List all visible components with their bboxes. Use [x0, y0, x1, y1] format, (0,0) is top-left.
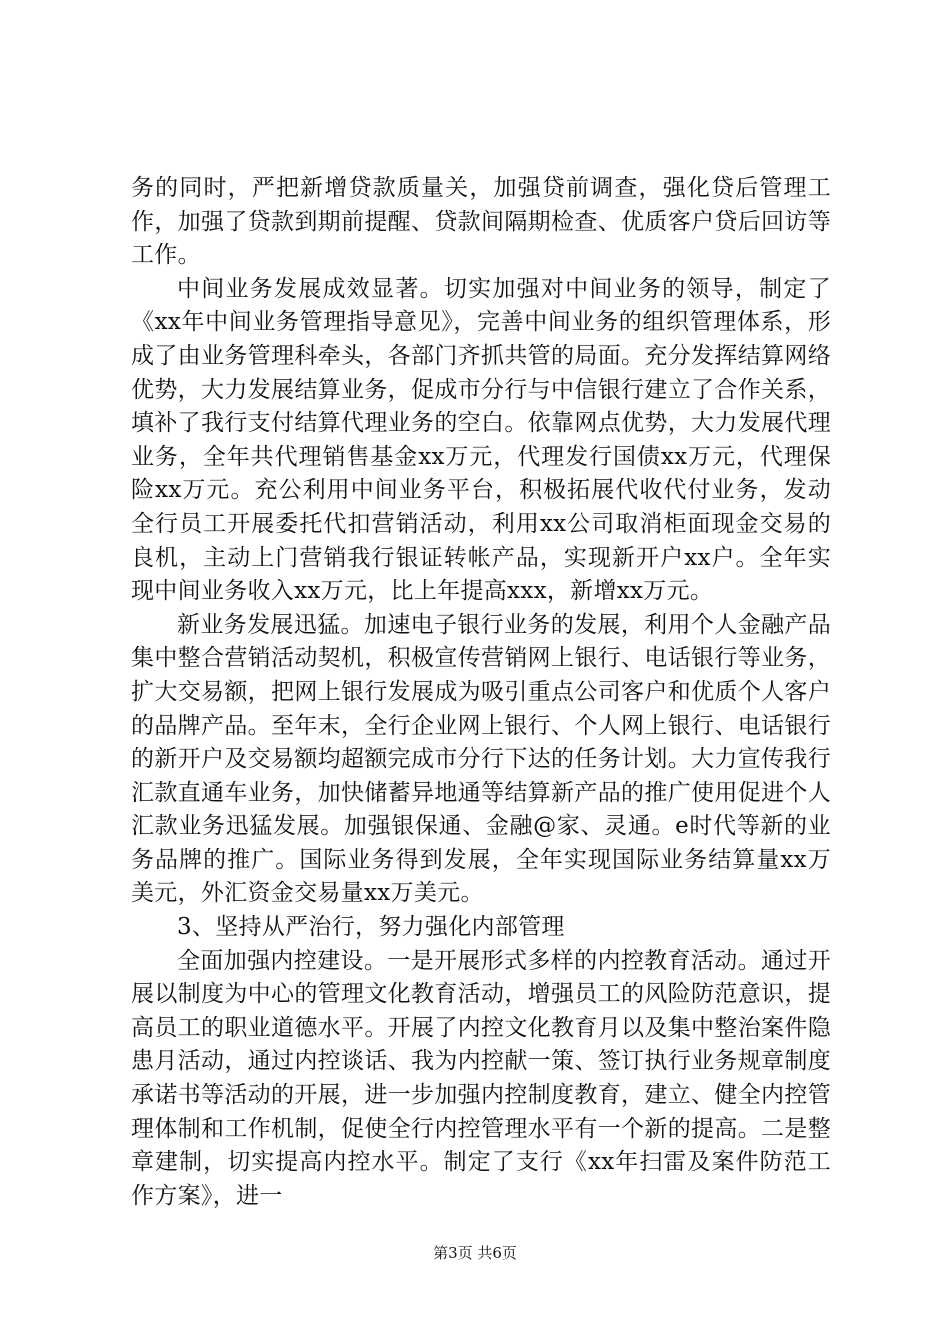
paragraph-new-business: 新业务发展迅猛。加速电子银行业务的发展，利用个人金融产品集中整合营销活动契机，积极宣传营销网上银行、电话银行等业务，扩大交易额，把网上银行发展成为吸引重点公司客户和优质个人客户的品牌产品。至年末，全行企业网上银行、个人网上银行、电话银行的新开户及交易额均超额完成市分行下达的任务计划。大力宣传我行汇款直通车业务，加快储蓄异地通等结算新产品的推广使用促进个人汇款业务迅猛发展。加强银保通、金融@家、灵通。e时代等新的业务品牌的推广。国际业务得到发展，全年实现国际业务结算量xx万美元，外汇资金交易量xx万美元。 [131, 611, 831, 907]
paragraph-loan-management: 务的同时，严把新增贷款质量关，加强贷前调查，强化贷后管理工作，加强了贷款到期前提醒、贷款间隔期检查、优质客户贷后回访等工作。 [131, 175, 831, 269]
paragraph-intermediate-business: 中间业务发展成效显著。切实加强对中间业务的领导，制定了《xx年中间业务管理指导意见》，完善中间业务的组织管理体系，形成了由业务管理科牵头，各部门齐抓共管的局面。充分发挥结算网络优势，大力发展结算业务，促成市分行与中信银行建立了合作关系，填补了我行支付结算代理业务的空白。依靠网点优势，大力发展代理业务，全年共代理销售基金xx万元，代理发行国债xx万元，代理保险xx万元。充公利用中间业务平台，积极拓展代收代付业务，发动全行员工开展委托代扣营销活动，利用xx公司取消柜面现金交易的良机，主动上门营销我行银证转帐产品，实现新开户xx户。全年实现中间业务收入xx万元，比上年提高xxx，新增xx万元。 [131, 275, 831, 605]
document-body [131, 172, 831, 1213]
section-heading-internal-management: 3、坚持从严治行，努力强化内部管理 [177, 914, 565, 941]
page-footer [0, 1243, 950, 1263]
paragraph-internal-control: 全面加强内控建设。一是开展形式多样的内控教育活动。通过开展以制度为中心的管理文化教育活动，增强员工的风险防范意识，提高员工的职业道德水平。开展了内控文化教育月以及集中整治案件隐患月活动，通过内控谈话、我为内控献一策、签订执行业务规章制度承诺书等活动的开展，进一步加强内控制度教育，建立、健全内控管理体制和工作机制，促使全行内控管理水平有一个新的提高。二是整章建制，切实提高内控水平。制定了支行《xx年扫雷及案件防范工作方案》，进一 [131, 947, 831, 1209]
page-number-label: 第3页 共6页 [433, 1244, 517, 1262]
